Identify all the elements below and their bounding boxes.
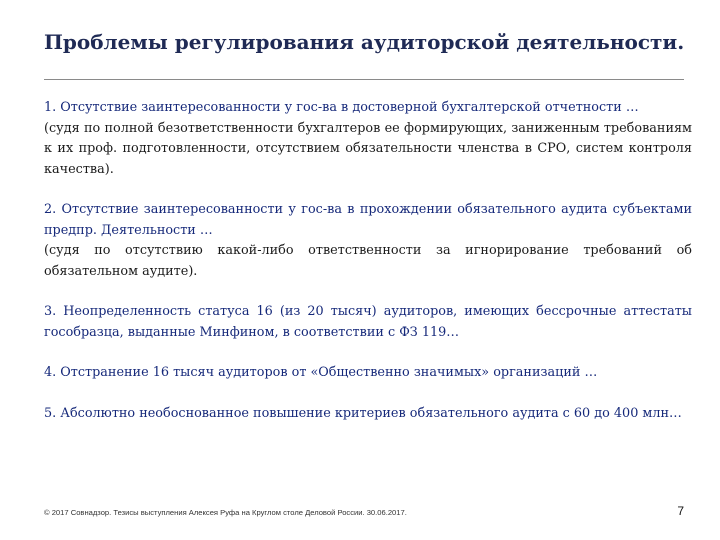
problem-item-3 [44, 302, 692, 343]
problem-1-text: 1. Отсутствие заинтересованности у гос-ва в достоверной бухгалтерской отчетности … [44, 100, 639, 115]
problem-3-text: 3. Неопределенность статуса 16 (из 20 тысяч) аудиторов, имеющих бессрочные аттестаты гособразца, выданные Минфином, в соответствии с ФЗ 119… [44, 304, 692, 340]
problem-item-5 [44, 404, 692, 425]
problem-1-note: (судя по полной безответственности бухгалтеров ее формирующих, заниженным требованиям к их проф. подготовленности, отсутствием обязательности членства в СРО, систем контроля качества). [44, 120, 692, 177]
problems-list [44, 98, 692, 424]
problem-item-2 [44, 200, 692, 282]
footer-copyright: © 2017 Совнадзор. Тезисы выступления Алексея Руфа на Круглом столе Деловой России. 30.06.2017. [44, 508, 407, 517]
slide-title: Проблемы регулирования аудиторской деятельности. [44, 30, 685, 54]
problem-2-note: (судя по отсутствию какой-либо ответственности за игнорирование требований об обязательном аудите). [44, 243, 692, 279]
page-number: 7 [677, 504, 684, 518]
problem-item-1 [44, 98, 692, 180]
problem-item-4 [44, 363, 692, 384]
problem-2-text: 2. Отсутствие заинтересованности у гос-ва в прохождении обязательного аудита субъектами предпр. Деятельности … [44, 202, 692, 238]
title-divider [44, 79, 684, 80]
problem-4-text: 4. Отстранение 16 тысяч аудиторов от «Общественно значимых» организаций … [44, 365, 598, 380]
problem-5-text: 5. Абсолютно необоснованное повышение критериев обязательного аудита с 60 до 400 млн… [44, 405, 682, 421]
